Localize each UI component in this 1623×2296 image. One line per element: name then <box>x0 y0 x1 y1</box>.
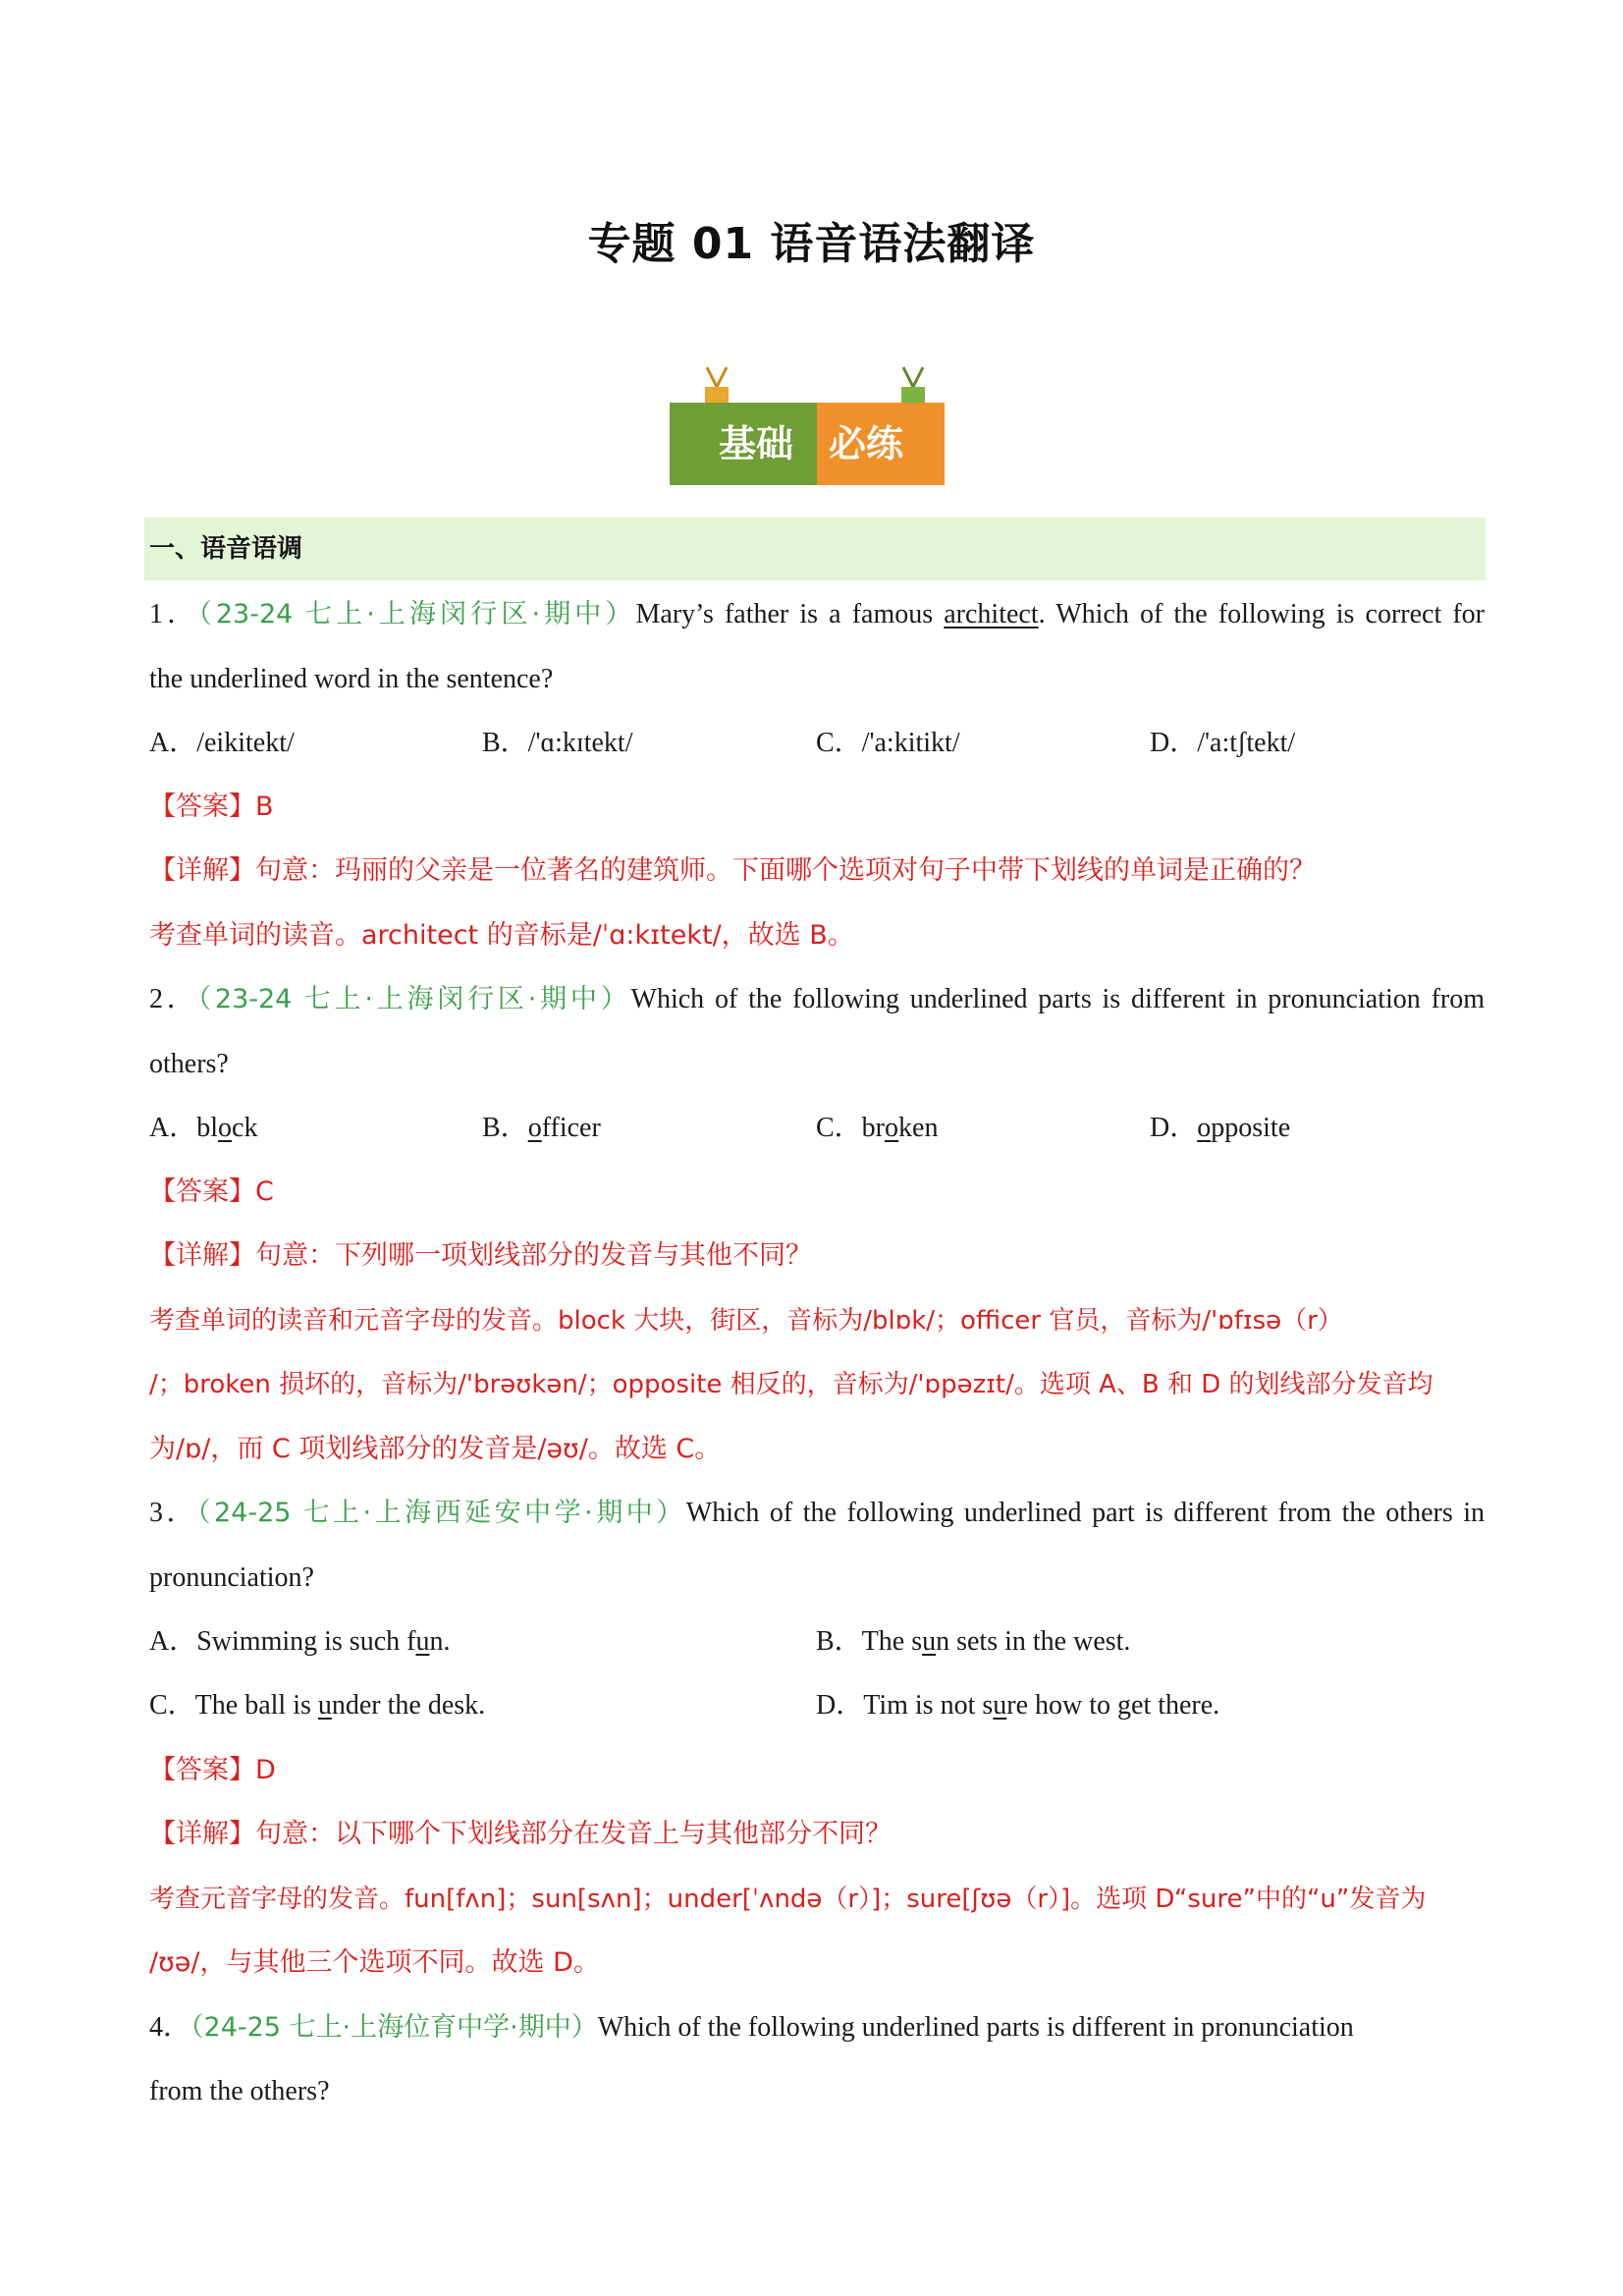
option-d <box>1150 1109 1290 1148</box>
option-c <box>816 1109 938 1148</box>
question-number: 4． <box>149 2012 191 2043</box>
question-number: 2． <box>149 984 198 1014</box>
answer-tag: 【答案】 <box>149 1176 255 1207</box>
underlined-letter: o <box>1197 1113 1212 1143</box>
explain-tag: 【详解】 <box>149 1819 255 1849</box>
answer-line <box>149 1751 1485 1790</box>
explain-tag: 【详解】 <box>149 1240 255 1271</box>
question-1-stem <box>149 595 1485 634</box>
option-text: B． <box>482 1113 528 1143</box>
section-badge <box>670 365 964 489</box>
option-text: D．Tim is not s <box>816 1690 994 1721</box>
explain-line: 为/ɒ/，而 C 项划线部分的发音是/əʊ/。故选 C。 <box>149 1434 722 1464</box>
explain-line <box>149 851 1485 891</box>
question-4-stem <box>149 2008 1485 2048</box>
option-text: ck <box>232 1113 258 1143</box>
explain-text: 句意：以下哪个下划线部分在发音上与其他部分不同？ <box>255 1819 892 1849</box>
option-text: fficer <box>541 1113 601 1143</box>
option-text: D． <box>1150 1113 1198 1143</box>
page-title: 专题 01 语音语法翻译 <box>587 219 1036 269</box>
option-b <box>816 1622 1130 1662</box>
option-text: A．Swimming is such f <box>149 1626 416 1657</box>
option-a <box>149 1622 450 1662</box>
explain-line: 考查单词的读音和元音字母的发音。block 大块，街区，音标为/blɒk/；officer 官员，音标为/'ɒfɪsə（r） <box>149 1306 1343 1336</box>
explain-line: /ʊə/，与其他三个选项不同。故选 D。 <box>149 1947 600 1978</box>
answer-tag: 【答案】 <box>149 1755 255 1785</box>
underlined-letter: u <box>922 1626 937 1657</box>
option-text: A．bl <box>149 1113 219 1143</box>
question-source: （24-25 七上·上海西延安中学·期中） <box>197 1498 686 1528</box>
stem-text: Which of the following underlined parts is different in pronunciation from <box>630 984 1486 1014</box>
option-text: pposite <box>1211 1113 1291 1143</box>
option-text: nder the desk. <box>331 1690 486 1721</box>
option-d <box>816 1686 1219 1725</box>
underlined-letter: o <box>527 1113 542 1143</box>
underlined-word: architect <box>944 599 1039 629</box>
explain-text: 句意：玛丽的父亲是一位著名的建筑师。下面哪个选项对句子中带下划线的单词是正确的？ <box>255 855 1316 886</box>
explain-line: 考查单词的读音。architect 的音标是/ˈɑ:kɪtekt/，故选 B。 <box>149 920 854 951</box>
option-c: C．/'a:kitikt/ <box>816 728 960 758</box>
question-3-stem-line2: pronunciation? <box>149 1562 314 1593</box>
question-source: （23-24 七上·上海闵行区·期中） <box>198 599 636 629</box>
explain-text: 句意：下列哪一项划线部分的发音与其他不同？ <box>255 1240 812 1271</box>
question-1-stem-line2: the underlined word in the sentence? <box>149 664 554 694</box>
option-a <box>149 1109 257 1148</box>
stem-text: Which of the following underlined parts is different in pronunciation <box>597 2012 1354 2043</box>
option-b <box>482 1109 601 1148</box>
explain-line <box>149 1236 1485 1276</box>
answer-value: C <box>255 1176 274 1207</box>
explain-line: /；broken 损坏的，音标为/'brəʊkən/；opposite 相反的，音标为/'ɒpəzɪt/。选项 A、B 和 D 的划线部分发音均 <box>149 1370 1434 1399</box>
answer-value: B <box>255 792 274 822</box>
answer-tag: 【答案】 <box>149 792 255 822</box>
answer-line <box>149 788 1485 827</box>
option-text: ken <box>898 1113 939 1143</box>
option-text: C．The ball is <box>149 1690 318 1721</box>
badge-left-text: 基础 <box>719 422 794 465</box>
explain-line <box>149 1815 1485 1854</box>
stem-text: Which of the following underlined part is different from the others in <box>685 1498 1486 1528</box>
underlined-letter: o <box>218 1113 233 1143</box>
option-b: B．/'ɑ:kɪtekt/ <box>482 728 633 758</box>
option-text: n sets in the west. <box>936 1626 1131 1657</box>
question-source: （23-24 七上·上海闵行区·期中） <box>197 984 631 1014</box>
question-source: （24-25 七上·上海位育中学·期中） <box>190 2012 598 2043</box>
stem-text: . Which of the following is correct for <box>1038 599 1486 629</box>
explain-tag: 【详解】 <box>149 855 255 886</box>
question-2-stem-line2: others? <box>149 1049 229 1079</box>
stem-text: Mary’s father is a famous <box>635 599 945 629</box>
section-heading-text: 一、语音语调 <box>149 534 303 564</box>
underlined-letter: u <box>415 1626 430 1657</box>
option-text: re how to get there. <box>1006 1690 1220 1721</box>
option-c <box>149 1686 485 1725</box>
option-a: A．/eikitekt/ <box>149 728 295 758</box>
question-4-stem-line2: from the others? <box>149 2076 330 2106</box>
option-d: D．/'a:tʃtekt/ <box>1150 728 1296 758</box>
underlined-letter: u <box>317 1690 332 1721</box>
question-2-stem <box>149 980 1485 1019</box>
option-text: n. <box>429 1626 451 1657</box>
question-number: 3． <box>149 1498 198 1528</box>
option-text: B．The s <box>816 1626 923 1657</box>
badge-right-text: 必练 <box>829 422 904 465</box>
section-heading <box>144 518 1486 580</box>
underlined-letter: o <box>885 1113 899 1143</box>
explain-line: 考查元音字母的发音。fun[fʌn]；sun[sʌn]；under[ˈʌndə（r）]；sure[ʃʊə（r）]。选项 D“sure”中的“u”发音为 <box>149 1885 1427 1914</box>
option-text: C．br <box>816 1113 886 1143</box>
question-number: 1． <box>149 599 199 629</box>
underlined-letter: u <box>993 1690 1007 1721</box>
answer-value: D <box>255 1755 276 1785</box>
question-3-stem <box>149 1494 1485 1533</box>
answer-line <box>149 1173 1485 1212</box>
